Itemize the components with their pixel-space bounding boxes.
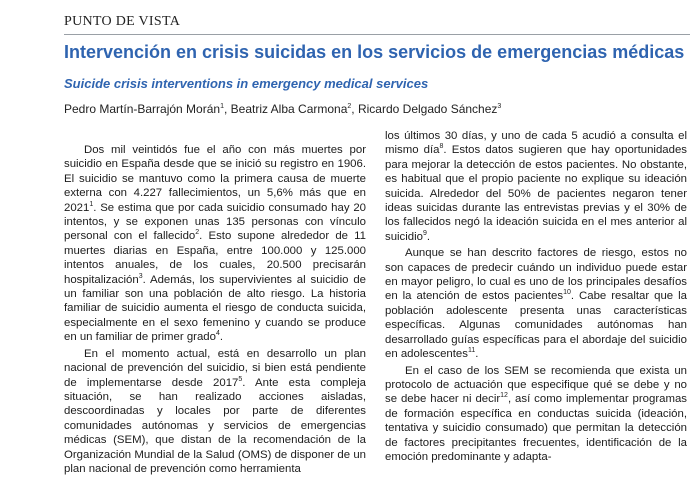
- citation-ref: 9: [423, 230, 427, 238]
- citation-ref: 12: [500, 392, 508, 400]
- citation-ref: 8: [439, 143, 444, 151]
- citation-ref: 3: [138, 272, 143, 280]
- paragraph: [385, 364, 687, 465]
- citation-ref: 10: [563, 289, 571, 297]
- paragraph-text: En el caso de los SEM se recomienda que exista un protocolo de actuación que especifique qué se debe y no se debe hacer ni decir: [385, 364, 687, 406]
- paragraph-text: . Se estima que por cada suicidio consumado hay 20 intentos, y se exponen unas 135 personas con vínculo personal con el fallecido: [64, 201, 366, 243]
- header-rule: [64, 34, 690, 35]
- paragraph-text: los últimos 30 días, y uno de cada 5 acudió a consulta el mismo día: [385, 130, 687, 157]
- citation-ref: 1: [89, 200, 94, 208]
- author-affiliation: 3: [497, 103, 502, 110]
- citation-ref: 5: [238, 375, 243, 383]
- paragraph-text: .: [475, 348, 479, 361]
- section-label: PUNTO DE VISTA: [64, 14, 181, 29]
- paragraph-text: . Estos datos sugieren que hay oportunidades para mejorar la detección de estos pacientes. No obstante, es habitual que el propio paciente no explique su ideación suicida. Alrededor del 50% de pacientes negaron tener ideas suicidas durante las entrevistas previas y el 30% de los fallecidos negó la ideación suicida en el mes anterior al suicidio: [385, 144, 687, 243]
- author-affiliation: 1: [220, 103, 224, 110]
- paragraph: [64, 347, 366, 477]
- author-name: Beatriz Alba Carmona: [230, 102, 348, 116]
- author-list: Pedro Martín-Barrajón Morán$^1$, Beatriz Alba Carmona$^2$, Ricardo Delgado Sánchez$^3$: [64, 102, 502, 116]
- paragraph: [385, 246, 687, 361]
- article-title: Intervención en crisis suicidas en los servicios de emergencias médicas: [64, 42, 685, 62]
- paragraph: [64, 143, 366, 345]
- article-subtitle: Suicide crisis interventions in emergency medical services: [64, 76, 429, 91]
- citation-ref: 11: [467, 347, 476, 355]
- paragraph-text: . Además, los supervivientes al suicidio de un familiar son una población de alto riesgo. La historia familiar de suicidio aumenta el riesgo de conducta suicida, especialmente en el sexo femenino y cuando se produce en un familiar de primer grado: [64, 273, 366, 344]
- paragraph: [385, 129, 687, 244]
- citation-ref: 2: [195, 229, 200, 237]
- right-column: [385, 129, 687, 466]
- paragraph-text: Aunque se han descrito factores de riesgo, estos no son capaces de predecir cuándo un individuo puede estar en mayor peligro, lo cual es uno de los principales desafíos en la atención de estos pacientes: [385, 247, 687, 303]
- paragraph-text: En el momento actual, está en desarrollo un plan nacional de prevención del suicidio, si bien está pendiente de implementarse desde 2017: [64, 347, 366, 389]
- author-name: Ricardo Delgado Sánchez: [357, 102, 498, 116]
- paragraph-text: Dos mil veintidós fue el año con más muertes por suicidio en España desde que se inició su registro en 1906. El suicidio se mantuvo como la primera causa de muerte externa con 4.227 fallecimientos, un 5,6% más que en 2021: [64, 144, 366, 214]
- author-name: Pedro Martín-Barrajón Morán: [64, 102, 221, 116]
- author-affiliation: 2: [347, 103, 352, 110]
- paragraph-text: . Ante esta compleja situación, se han realizado acciones aisladas, descoordinadas y locales por parte de diferentes comunidades autónomas y servicios de emergencias médicas (SEM), que distan de la recomendación de la Organización Mundial de la Salud (OMS) de disponer de un plan nacional de prevención como herramienta: [64, 376, 366, 475]
- citation-ref: 4: [215, 330, 220, 338]
- paragraph-text: , así como implementar programas de formación específica en conductas suicida (ideación, tentativa y suicidio consumado) que permitan la detección de factores precipitantes frecuentes, identificación de la emoción predominante y adapta-: [385, 393, 687, 463]
- paragraph-text: .: [219, 331, 224, 344]
- paragraph-text: . Esto supone alrededor de 11 muertes diarias en España, entre 100.000 y 125.000 intentos anuales, de los cuales, 20.500 precisarán hospitalización: [64, 230, 366, 286]
- paragraph-text: . Cabe resaltar que la población adolescente presenta unas características específicas. Algunas comunidades autónomas han desarrollado guías específicas para el abordaje del suicidio en adolescentes: [385, 290, 687, 361]
- paragraph-text: .: [426, 230, 431, 243]
- left-column: [64, 143, 366, 478]
